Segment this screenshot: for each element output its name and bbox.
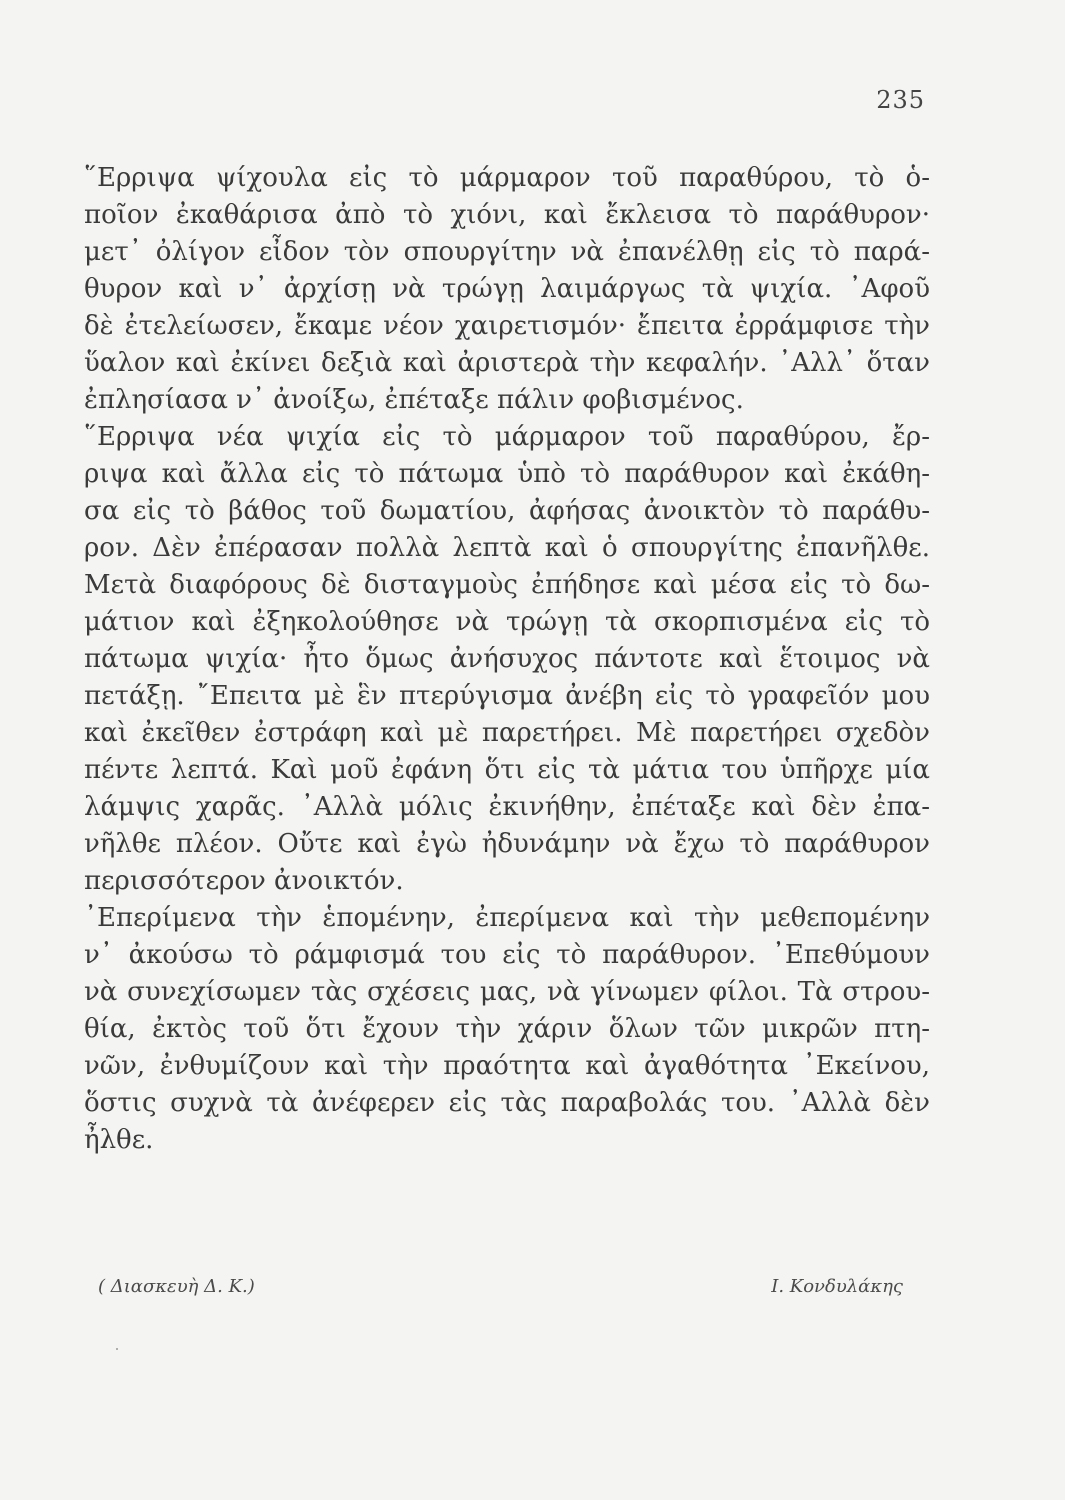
page-number: 235 xyxy=(876,86,925,114)
text-line: ρον. Δὲν ἐπέρασαν πολλὰ λεπτὰ καὶ ὁ σπουργίτης ἐπανῆλθε. xyxy=(84,533,930,563)
text-line: σα εἰς τὸ βάθος τοῦ δωματίου, ἀφήσας ἀνοικτὸν τὸ παράθυ- xyxy=(84,496,930,526)
text-line: ν᾽ ἀκούσω τὸ ράμφισμά του εἰς τὸ παράθυρον. ᾽Επεθύμουν xyxy=(84,940,930,970)
text-line: λάμψις χαρᾶς. ᾽Αλλὰ μόλις ἐκινήθην, ἐπέταξε καὶ δὲν ἐπα- xyxy=(84,792,930,822)
text-line: μάτιον καὶ ἐξηκολούθησε νὰ τρώγῃ τὰ σκορπισμένα εἰς τὸ xyxy=(84,607,930,637)
text-line: ἐπλησίασα ν᾽ ἀνοίξω, ἐπέταξε πάλιν φοβισμένος. xyxy=(84,385,744,415)
text-line: νῆλθε πλέον. Οὔτε καὶ ἐγὼ ἠδυνάμην νὰ ἔχω τὸ παράθυρον xyxy=(84,829,930,859)
text-line: ᾽Επερίμενα τὴν ἑπομένην, ἐπερίμενα καὶ τὴν μεθεπομένην xyxy=(84,903,930,933)
adaptation-note: ( Διασκευὴ Δ. Κ.) xyxy=(98,1276,255,1297)
text-line: δὲ ἐτελείωσεν, ἔκαμε νέον χαιρετισμόν· ἔπειτα ἐρράμφισε τὴν xyxy=(84,311,930,341)
text-line: θία, ἐκτὸς τοῦ ὅτι ἔχουν τὴν χάριν ὅλων τῶν μικρῶν πτη- xyxy=(84,1014,930,1044)
text-line: νῶν, ἐνθυμίζουν καὶ τὴν πραότητα καὶ ἀγαθότητα ᾽Εκείνου, xyxy=(84,1051,930,1081)
text-line: καὶ ἐκεῖθεν ἐστράφη καὶ μὲ παρετήρει. Μὲ παρετήρει σχεδὸν xyxy=(84,718,930,748)
text-line: περισσότερον ἀνοικτόν. xyxy=(84,866,404,896)
text-line: ριψα καὶ ἄλλα εἰς τὸ πάτωμα ὑπὸ τὸ παράθυρον καὶ ἐκάθη- xyxy=(84,459,930,489)
text-line: ῞Ερριψα νέα ψιχία εἰς τὸ μάρμαρον τοῦ παραθύρου, ἔρ- xyxy=(84,422,930,452)
print-speck xyxy=(116,1348,118,1350)
author-signature: Ι. Κονδυλάκης xyxy=(771,1276,903,1297)
text-line: πάτωμα ψιχία· ἦτο ὅμως ἀνήσυχος πάντοτε καὶ ἕτοιμος νὰ xyxy=(84,644,930,674)
text-line: νὰ συνεχίσωμεν τὰς σχέσεις μας, νὰ γίνωμεν φίλοι. Τὰ στρου- xyxy=(84,977,930,1007)
text-line: ποῖον ἐκαθάρισα ἀπὸ τὸ χιόνι, καὶ ἔκλεισα τὸ παράθυρον· xyxy=(84,200,930,230)
signature-row xyxy=(0,1276,1065,1306)
text-line: ῞Ερριψα ψίχουλα εἰς τὸ μάρμαρον τοῦ παραθύρου, τὸ ὁ- xyxy=(84,163,930,193)
text-line: θυρον καὶ ν᾽ ἀρχίσῃ νὰ τρώγῃ λαιμάργως τὰ ψιχία. ᾽Αφοῦ xyxy=(84,274,930,304)
text-line: πέντε λεπτά. Καὶ μοῦ ἐφάνη ὅτι εἰς τὰ μάτια του ὑπῆρχε μία xyxy=(84,755,930,785)
text-line: ὕαλον καὶ ἐκίνει δεξιὰ καὶ ἀριστερὰ τὴν κεφαλήν. ᾽Αλλ᾽ ὅταν xyxy=(84,348,930,378)
text-line: Μετὰ διαφόρους δὲ δισταγμοὺς ἐπήδησε καὶ μέσα εἰς τὸ δω- xyxy=(84,570,930,600)
text-line: πετάξῃ. ῎Επειτα μὲ ἓν πτερύγισμα ἀνέβη εἰς τὸ γραφεῖόν μου xyxy=(84,681,930,711)
text-line: ὅστις συχνὰ τὰ ἀνέφερεν εἰς τὰς παραβολάς του. ᾽Αλλὰ δὲν xyxy=(84,1088,930,1118)
text-line: μετ᾽ ὀλίγον εἶδον τὸν σπουργίτην νὰ ἐπανέλθῃ εἰς τὸ παρά- xyxy=(84,237,930,267)
text-line: ἦλθε. xyxy=(84,1125,154,1155)
